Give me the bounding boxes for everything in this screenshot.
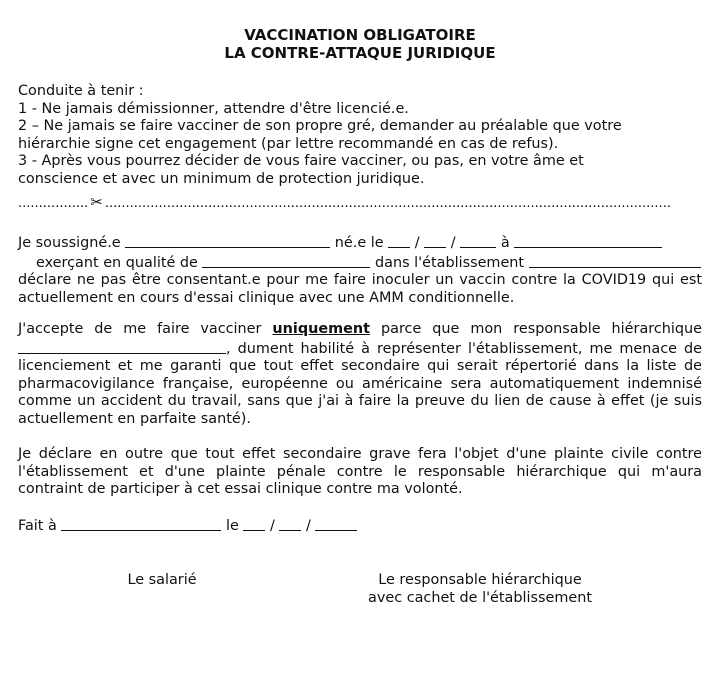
conduite-item-1: 1 - Ne jamais démissionner, attendre d'être licencié.e.: [18, 100, 409, 117]
identity-form: [18, 233, 702, 307]
conduite-item-3-line-1: 3 - Après vous pourrez décider de vous faire vacciner, ou pas, en votre âme et: [18, 153, 584, 170]
declaration-paragraph: [18, 446, 702, 499]
name-field[interactable]: [125, 233, 330, 248]
manager-name-field[interactable]: [18, 339, 226, 354]
consent-statement: déclare ne pas être consentant.e pour me faire inoculer un vaccin contre la COVID19 qui est actuellement en cours d'essai clinique avec une AMM conditionnelle.: [18, 272, 702, 306]
manager-signature-label: [350, 571, 610, 607]
fait-date-label: le: [225, 518, 239, 534]
date-slash: /: [450, 235, 456, 251]
birthplace-label: à: [500, 235, 510, 251]
date-slash: /: [269, 518, 275, 534]
conduite-item-3-line-2: conscience et avec un minimum de protection juridique.: [18, 170, 425, 187]
manager-signature-line-1: Le responsable hiérarchique: [378, 572, 582, 588]
document-subtitle: LA CONTRE-ATTAQUE JURIDIQUE: [224, 44, 496, 62]
birth-month-field[interactable]: [424, 233, 446, 248]
sign-day-field[interactable]: [243, 516, 265, 531]
birth-day-field[interactable]: [388, 233, 410, 248]
role-field[interactable]: [202, 253, 370, 268]
conduite-heading: Conduite à tenir :: [18, 83, 144, 99]
form-line-1: [18, 233, 702, 253]
manager-signature-line-2: avec cachet de l'établissement: [368, 590, 592, 606]
form-line-2: [18, 253, 702, 273]
conduite-item-2-line-1: 2 – Ne jamais se faire vacciner de son propre gré, demander au préalable que votre: [18, 118, 622, 135]
uniquement-emphasis: uniquement: [272, 321, 371, 337]
conduite-section: [18, 83, 702, 189]
accept-text-1: J'accepte de me faire vacciner: [18, 321, 262, 337]
employee-signature-label: Le salarié: [127, 572, 197, 588]
fait-label: Fait à: [18, 518, 57, 534]
conduite-item-2-line-2: hiérarchie signe cet engagement (par lettre recommandé en cas de refus).: [18, 135, 559, 152]
cut-dots-left: .................: [18, 196, 89, 211]
birthplace-field[interactable]: [514, 233, 662, 248]
scissors-icon: ✂: [90, 193, 103, 211]
accept-text-3: , dument habilité à représenter l'établissement, me menace de licenciement et me garanti que tout effet secondaire qui serait répertorié dans la liste de pharmacovigilance française, européenne ou américaine sera automatiquement indemnisé comme un accident du travail, sans que j'ai à faire la preuve du lien de cause à effet (je suis actuellement en parfaite santé).: [18, 340, 702, 427]
document-title: VACCINATION OBLIGATOIRE: [244, 26, 476, 44]
soussigne-label: Je soussigné.e: [18, 235, 121, 251]
acceptance-paragraph: [18, 321, 702, 429]
role-label: exerçant en qualité de: [36, 254, 198, 271]
place-field[interactable]: [61, 516, 221, 531]
cut-dots-right: .........................................................................................................................................: [104, 196, 671, 211]
sign-month-field[interactable]: [279, 516, 301, 531]
declaration-text: Je déclare en outre que tout effet secondaire grave fera l'objet d'une plainte civile contre l'établissement et d'une plainte pénale contre le responsable hiérarchique qui m'aura contraint de participer à cet essai clinique contre ma volonté.: [18, 446, 702, 498]
cut-line: [18, 193, 694, 213]
place-date-line: [18, 516, 702, 536]
establishment-field[interactable]: [529, 253, 701, 268]
accept-text-2: parce que mon responsable hiérarchique: [381, 321, 702, 337]
date-slash: /: [414, 235, 420, 251]
birthdate-label: né.e le: [334, 235, 384, 251]
establishment-label: dans l'établissement: [375, 254, 525, 271]
sign-year-field[interactable]: [315, 516, 357, 531]
date-slash: /: [306, 518, 311, 534]
birth-year-field[interactable]: [460, 233, 496, 248]
